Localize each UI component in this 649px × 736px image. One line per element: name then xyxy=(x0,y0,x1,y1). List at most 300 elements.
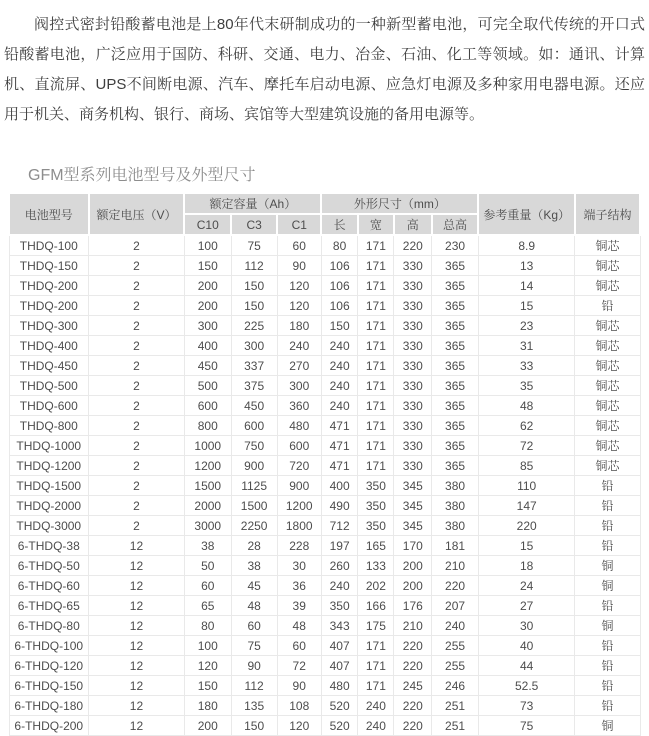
table-row xyxy=(9,616,640,636)
table-cell: 75 xyxy=(478,716,575,736)
table-cell: 171 xyxy=(358,636,394,656)
table-cell: 60 xyxy=(231,616,277,636)
table-cell: 200 xyxy=(394,556,432,576)
table-cell: 345 xyxy=(394,496,432,516)
table-cell: 171 xyxy=(358,436,394,456)
battery-spec-table xyxy=(8,192,641,736)
table-cell: 110 xyxy=(478,476,575,496)
table-cell: 330 xyxy=(394,396,432,416)
table-cell: 300 xyxy=(184,316,231,336)
table-cell: 23 xyxy=(478,316,575,336)
table-cell: 240 xyxy=(321,336,358,356)
table-row xyxy=(9,436,640,456)
table-row xyxy=(9,576,640,596)
table-cell: 350 xyxy=(358,496,394,516)
table-cell: 120 xyxy=(277,296,321,316)
table-cell: 330 xyxy=(394,356,432,376)
col-header-model: 电池型号 xyxy=(9,193,89,235)
table-cell: 200 xyxy=(184,716,231,736)
table-cell: 220 xyxy=(394,235,432,256)
table-cell: 120 xyxy=(277,716,321,736)
table-cell: 72 xyxy=(277,656,321,676)
table-title: GFM型系列电池型号及外型尺寸 xyxy=(28,167,256,184)
table-cell: 171 xyxy=(358,336,394,356)
table-cell: 350 xyxy=(358,476,394,496)
table-cell: 铜 xyxy=(575,576,640,596)
table-cell: 210 xyxy=(394,616,432,636)
table-cell: 240 xyxy=(432,616,479,636)
table-cell: 240 xyxy=(321,376,358,396)
table-cell: 240 xyxy=(358,716,394,736)
table-cell: 343 xyxy=(321,616,358,636)
col-header-length: 长 xyxy=(321,214,358,235)
table-cell: 12 xyxy=(89,636,185,656)
table-row xyxy=(9,296,640,316)
table-cell: 400 xyxy=(321,476,358,496)
table-cell: 12 xyxy=(89,616,185,636)
table-cell: 240 xyxy=(321,396,358,416)
table-cell: 106 xyxy=(321,276,358,296)
col-header-terminal: 端子结构 xyxy=(575,193,640,235)
table-cell: 106 xyxy=(321,256,358,276)
table-cell: THDQ-150 xyxy=(9,256,89,276)
table-cell: 2000 xyxy=(184,496,231,516)
table-cell: 6-THDQ-120 xyxy=(9,656,89,676)
table-cell: 铜芯 xyxy=(575,356,640,376)
table-cell: 181 xyxy=(432,536,479,556)
table-cell: 171 xyxy=(358,456,394,476)
table-cell: 6-THDQ-200 xyxy=(9,716,89,736)
table-cell: 30 xyxy=(277,556,321,576)
table-cell: 170 xyxy=(394,536,432,556)
table-body xyxy=(9,235,640,736)
table-cell: THDQ-1000 xyxy=(9,436,89,456)
table-cell: 220 xyxy=(432,576,479,596)
table-cell: 15 xyxy=(478,536,575,556)
table-cell: 2 xyxy=(89,476,185,496)
table-cell: 400 xyxy=(184,336,231,356)
table-cell: 6-THDQ-100 xyxy=(9,636,89,656)
table-cell: 175 xyxy=(358,616,394,636)
table-cell: 100 xyxy=(184,636,231,656)
table-cell: 240 xyxy=(321,356,358,376)
table-cell: 150 xyxy=(231,716,277,736)
table-row xyxy=(9,336,640,356)
table-cell: 147 xyxy=(478,496,575,516)
table-cell: 1125 xyxy=(231,476,277,496)
table-cell: 12 xyxy=(89,556,185,576)
table-cell: 2 xyxy=(89,416,185,436)
table-cell: THDQ-200 xyxy=(9,296,89,316)
table-cell: 600 xyxy=(277,436,321,456)
table-cell: 12 xyxy=(89,696,185,716)
table-cell: 2 xyxy=(89,496,185,516)
table-cell: 165 xyxy=(358,536,394,556)
table-cell: 800 xyxy=(184,416,231,436)
table-cell: THDQ-100 xyxy=(9,235,89,256)
table-cell: 365 xyxy=(432,436,479,456)
table-cell: 171 xyxy=(358,376,394,396)
table-cell: 337 xyxy=(231,356,277,376)
table-cell: 600 xyxy=(231,416,277,436)
table-cell: THDQ-600 xyxy=(9,396,89,416)
table-cell: 12 xyxy=(89,536,185,556)
table-cell: 171 xyxy=(358,256,394,276)
table-cell: 65 xyxy=(184,596,231,616)
table-cell: 72 xyxy=(478,436,575,456)
table-cell: 171 xyxy=(358,235,394,256)
table-cell: THDQ-400 xyxy=(9,336,89,356)
table-cell: 2 xyxy=(89,296,185,316)
table-row xyxy=(9,235,640,256)
table-cell: 365 xyxy=(432,396,479,416)
table-cell: 铜芯 xyxy=(575,276,640,296)
table-cell: 6-THDQ-50 xyxy=(9,556,89,576)
table-cell: 1200 xyxy=(277,496,321,516)
table-cell: 33 xyxy=(478,356,575,376)
table-cell: 75 xyxy=(231,636,277,656)
table-cell: 350 xyxy=(358,516,394,536)
table-cell: 365 xyxy=(432,456,479,476)
table-cell: 520 xyxy=(321,716,358,736)
table-row xyxy=(9,456,640,476)
table-cell: 471 xyxy=(321,436,358,456)
table-cell: 铜芯 xyxy=(575,416,640,436)
table-cell: 171 xyxy=(358,356,394,376)
table-cell: 1200 xyxy=(184,456,231,476)
table-cell: 365 xyxy=(432,276,479,296)
table-cell: 铜芯 xyxy=(575,456,640,476)
table-cell: 380 xyxy=(432,496,479,516)
table-cell: THDQ-300 xyxy=(9,316,89,336)
table-cell: 365 xyxy=(432,356,479,376)
table-cell: 90 xyxy=(231,656,277,676)
table-cell: 720 xyxy=(277,456,321,476)
table-cell: THDQ-2000 xyxy=(9,496,89,516)
table-row xyxy=(9,356,640,376)
table-cell: 60 xyxy=(184,576,231,596)
col-header-c1: C1 xyxy=(277,214,321,235)
col-header-height: 高 xyxy=(394,214,432,235)
table-cell: 铅 xyxy=(575,596,640,616)
table-cell: 铜 xyxy=(575,616,640,636)
table-cell: 铜芯 xyxy=(575,376,640,396)
table-cell: 35 xyxy=(478,376,575,396)
table-cell: 2 xyxy=(89,256,185,276)
table-cell: 220 xyxy=(394,656,432,676)
table-cell: 171 xyxy=(358,276,394,296)
table-row xyxy=(9,696,640,716)
table-cell: 350 xyxy=(321,596,358,616)
table-cell: 28 xyxy=(231,536,277,556)
table-cell: 18 xyxy=(478,556,575,576)
table-cell: 180 xyxy=(184,696,231,716)
table-cell: 220 xyxy=(394,696,432,716)
table-cell: 260 xyxy=(321,556,358,576)
table-row xyxy=(9,256,640,276)
table-cell: 31 xyxy=(478,336,575,356)
table-cell: 铅 xyxy=(575,296,640,316)
table-cell: 240 xyxy=(358,696,394,716)
table-cell: 375 xyxy=(231,376,277,396)
table-cell: 407 xyxy=(321,636,358,656)
table-cell: 480 xyxy=(321,676,358,696)
table-cell: 600 xyxy=(184,396,231,416)
table-cell: 90 xyxy=(277,676,321,696)
table-cell: 330 xyxy=(394,276,432,296)
table-row xyxy=(9,476,640,496)
table-cell: 228 xyxy=(277,536,321,556)
table-cell: 铅 xyxy=(575,496,640,516)
table-cell: 365 xyxy=(432,336,479,356)
table-cell: 112 xyxy=(231,256,277,276)
table-cell: 铜芯 xyxy=(575,436,640,456)
table-cell: 365 xyxy=(432,416,479,436)
table-cell: 207 xyxy=(432,596,479,616)
table-cell: 铜芯 xyxy=(575,235,640,256)
table-cell: 24 xyxy=(478,576,575,596)
table-cell: 6-THDQ-38 xyxy=(9,536,89,556)
table-cell: 200 xyxy=(184,276,231,296)
table-cell: 铅 xyxy=(575,696,640,716)
table-cell: 108 xyxy=(277,696,321,716)
table-row xyxy=(9,316,640,336)
table-cell: 2 xyxy=(89,516,185,536)
table-cell: THDQ-3000 xyxy=(9,516,89,536)
table-cell: 240 xyxy=(321,576,358,596)
table-cell: 171 xyxy=(358,396,394,416)
table-cell: 铅 xyxy=(575,656,640,676)
table-cell: 360 xyxy=(277,396,321,416)
table-cell: 245 xyxy=(394,676,432,696)
table-cell: 铅 xyxy=(575,636,640,656)
table-row xyxy=(9,596,640,616)
table-cell: 200 xyxy=(394,576,432,596)
table-cell: 38 xyxy=(184,536,231,556)
col-header-dimensions-group: 外形尺寸（mm） xyxy=(321,193,478,214)
table-cell: 48 xyxy=(231,596,277,616)
table-cell: 2 xyxy=(89,356,185,376)
table-cell: 380 xyxy=(432,476,479,496)
table-cell: 2 xyxy=(89,336,185,356)
table-cell: 75 xyxy=(231,235,277,256)
col-header-c3: C3 xyxy=(231,214,277,235)
table-cell: 900 xyxy=(231,456,277,476)
table-cell: 133 xyxy=(358,556,394,576)
table-cell: 750 xyxy=(231,436,277,456)
table-cell: 251 xyxy=(432,696,479,716)
table-cell: THDQ-200 xyxy=(9,276,89,296)
table-cell: 380 xyxy=(432,516,479,536)
table-cell: 铜 xyxy=(575,716,640,736)
page xyxy=(0,10,649,736)
table-row xyxy=(9,376,640,396)
table-cell: 210 xyxy=(432,556,479,576)
table-cell: 365 xyxy=(432,316,479,336)
table-cell: 300 xyxy=(231,336,277,356)
table-cell: 45 xyxy=(231,576,277,596)
table-cell: 365 xyxy=(432,376,479,396)
table-cell: 150 xyxy=(231,276,277,296)
table-cell: THDQ-1200 xyxy=(9,456,89,476)
table-cell: 2 xyxy=(89,436,185,456)
col-header-total-height: 总高 xyxy=(432,214,479,235)
table-row xyxy=(9,656,640,676)
table-cell: 490 xyxy=(321,496,358,516)
table-cell: 480 xyxy=(277,416,321,436)
table-cell: 255 xyxy=(432,656,479,676)
table-cell: 27 xyxy=(478,596,575,616)
table-cell: 150 xyxy=(184,676,231,696)
table-cell: 60 xyxy=(277,235,321,256)
table-cell: 450 xyxy=(184,356,231,376)
table-header xyxy=(9,193,640,235)
table-cell: THDQ-500 xyxy=(9,376,89,396)
table-cell: 12 xyxy=(89,596,185,616)
table-cell: 300 xyxy=(277,376,321,396)
table-row xyxy=(9,416,640,436)
table-cell: 12 xyxy=(89,676,185,696)
table-row xyxy=(9,536,640,556)
table-row xyxy=(9,496,640,516)
table-cell: 120 xyxy=(184,656,231,676)
table-cell: 2 xyxy=(89,376,185,396)
table-cell: 12 xyxy=(89,716,185,736)
table-cell: 40 xyxy=(478,636,575,656)
table-cell: 6-THDQ-80 xyxy=(9,616,89,636)
table-cell: 3000 xyxy=(184,516,231,536)
table-cell: 330 xyxy=(394,316,432,336)
table-cell: 6-THDQ-150 xyxy=(9,676,89,696)
table-cell: 220 xyxy=(478,516,575,536)
table-cell: 80 xyxy=(321,235,358,256)
table-cell: 166 xyxy=(358,596,394,616)
table-cell: 365 xyxy=(432,256,479,276)
table-cell: THDQ-450 xyxy=(9,356,89,376)
table-cell: 471 xyxy=(321,416,358,436)
table-cell: 345 xyxy=(394,516,432,536)
table-cell: 330 xyxy=(394,336,432,356)
table-cell: 246 xyxy=(432,676,479,696)
table-cell: 铜 xyxy=(575,556,640,576)
table-row xyxy=(9,276,640,296)
table-cell: 铜芯 xyxy=(575,396,640,416)
table-cell: 135 xyxy=(231,696,277,716)
col-header-capacity-group: 额定容量（Ah） xyxy=(184,193,321,214)
table-cell: 112 xyxy=(231,676,277,696)
table-cell: 12 xyxy=(89,656,185,676)
table-cell: 171 xyxy=(358,656,394,676)
table-cell: 240 xyxy=(277,336,321,356)
table-cell: 铅 xyxy=(575,476,640,496)
table-cell: 345 xyxy=(394,476,432,496)
table-cell: 30 xyxy=(478,616,575,636)
table-cell: 106 xyxy=(321,296,358,316)
table-cell: 176 xyxy=(394,596,432,616)
table-cell: 1500 xyxy=(231,496,277,516)
col-header-weight: 参考重量（Kg） xyxy=(478,193,575,235)
table-cell: 80 xyxy=(184,616,231,636)
table-cell: 197 xyxy=(321,536,358,556)
table-cell: 171 xyxy=(358,296,394,316)
table-cell: 171 xyxy=(358,316,394,336)
table-cell: 2 xyxy=(89,456,185,476)
table-cell: 6-THDQ-65 xyxy=(9,596,89,616)
table-row xyxy=(9,676,640,696)
table-cell: THDQ-1500 xyxy=(9,476,89,496)
table-cell: 2 xyxy=(89,276,185,296)
intro-paragraph: 阀控式密封铅酸蓄电池是上80年代末研制成功的一种新型蓄电池，可完全取代传统的开口式铅酸蓄电池，广泛应用于国防、科研、交通、电力、冶金、石油、化工等领域。如：通讯、计算机、直流屏、UPS不间断电源、汽车、摩托车启动电源、应急灯电源及多种家用电器电源。还应用于机关、商务机构、银行、商场、宾馆等大型建筑设施的备用电源等。 xyxy=(4,16,645,123)
table-cell: 2 xyxy=(89,316,185,336)
table-cell: 85 xyxy=(478,456,575,476)
table-cell: 100 xyxy=(184,235,231,256)
table-cell: 48 xyxy=(277,616,321,636)
table-cell: 171 xyxy=(358,416,394,436)
table-cell: 1800 xyxy=(277,516,321,536)
table-row xyxy=(9,516,640,536)
table-cell: 120 xyxy=(277,276,321,296)
table-cell: 150 xyxy=(184,256,231,276)
table-cell: 150 xyxy=(231,296,277,316)
table-cell: 450 xyxy=(231,396,277,416)
table-cell: 44 xyxy=(478,656,575,676)
table-cell: 6-THDQ-180 xyxy=(9,696,89,716)
table-cell: 330 xyxy=(394,436,432,456)
table-cell: 712 xyxy=(321,516,358,536)
table-cell: 铅 xyxy=(575,516,640,536)
table-cell: 407 xyxy=(321,656,358,676)
table-cell: 1500 xyxy=(184,476,231,496)
table-cell: 62 xyxy=(478,416,575,436)
table-cell: 36 xyxy=(277,576,321,596)
table-cell: 471 xyxy=(321,456,358,476)
table-cell: 220 xyxy=(394,716,432,736)
table-cell: 365 xyxy=(432,296,479,316)
table-cell: 330 xyxy=(394,456,432,476)
table-cell: 2 xyxy=(89,235,185,256)
table-cell: 60 xyxy=(277,636,321,656)
table-cell: 38 xyxy=(231,556,277,576)
table-cell: 2250 xyxy=(231,516,277,536)
table-cell: 500 xyxy=(184,376,231,396)
table-cell: 200 xyxy=(184,296,231,316)
table-cell: 330 xyxy=(394,416,432,436)
table-row xyxy=(9,716,640,736)
table-row xyxy=(9,636,640,656)
table-cell: 171 xyxy=(358,676,394,696)
table-cell: 90 xyxy=(277,256,321,276)
table-row xyxy=(9,556,640,576)
table-cell: 202 xyxy=(358,576,394,596)
table-cell: 330 xyxy=(394,376,432,396)
table-cell: 251 xyxy=(432,716,479,736)
table-cell: 15 xyxy=(478,296,575,316)
table-cell: 铅 xyxy=(575,536,640,556)
table-cell: 230 xyxy=(432,235,479,256)
table-cell: 180 xyxy=(277,316,321,336)
col-header-c10: C10 xyxy=(184,214,231,235)
col-header-voltage: 额定电压（V） xyxy=(89,193,185,235)
table-cell: 50 xyxy=(184,556,231,576)
table-cell: 330 xyxy=(394,256,432,276)
table-cell: 900 xyxy=(277,476,321,496)
table-cell: 270 xyxy=(277,356,321,376)
table-cell: 2 xyxy=(89,396,185,416)
table-cell: 铜芯 xyxy=(575,316,640,336)
table-cell: 150 xyxy=(321,316,358,336)
col-header-width: 宽 xyxy=(358,214,394,235)
table-cell: THDQ-800 xyxy=(9,416,89,436)
